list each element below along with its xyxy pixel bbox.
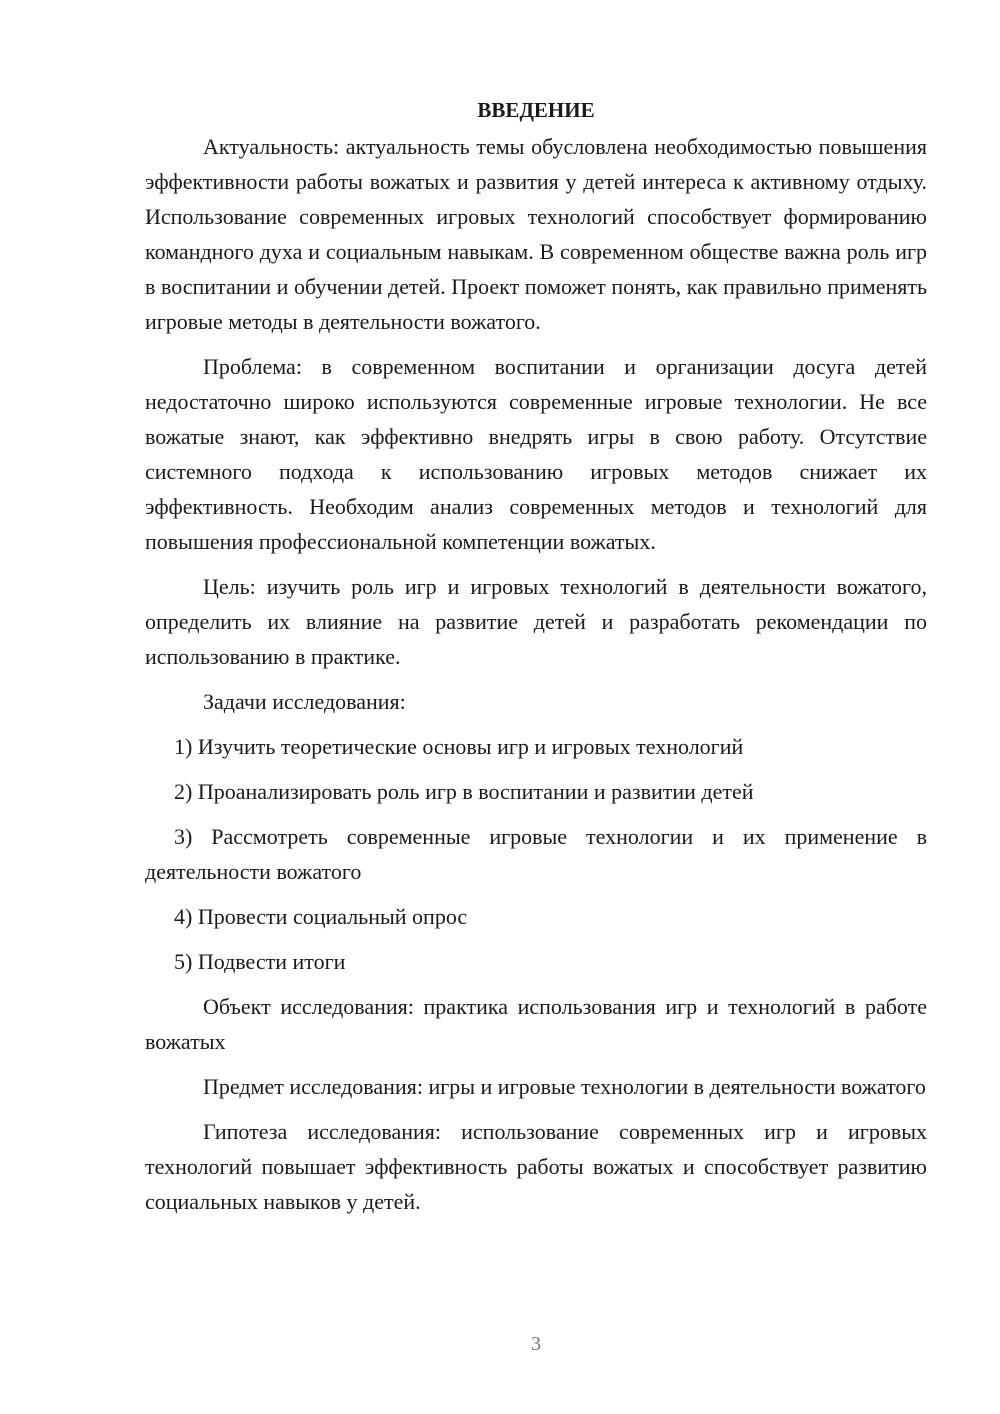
goal-paragraph: Цель: изучить роль игр и игровых технологий в деятельности вожатого, определить их влияние на развитие детей и разработать рекомендации по использованию в практике. [145,574,927,669]
relevance-paragraph: Актуальность: актуальность темы обусловлена необходимостью повышения эффективности работы вожатых и развития у детей интереса к активному отдыху. Использование современных игровых технологий способствует формированию командного духа и социальным навыкам. В современном обществе важна роль игр в воспитании и обучении детей. Проект поможет понять, как правильно применять игровые методы в деятельности вожатого. [145,134,927,334]
problem-paragraph: Проблема: в современном воспитании и организации досуга детей недостаточно широко используются современные игровые технологии. Не все вожатые знают, как эффективно внедрять игры в свою работу. Отсутствие системного подхода к использованию игровых методов снижает их эффективность. Необходим анализ современных методов и технологий для повышения профессиональной компетенции вожатых. [145,354,927,554]
tasks-heading: Задачи исследования: [203,689,406,714]
hypothesis-paragraph: Гипотеза исследования: использование современных игр и игровых технологий повышает эффективность работы вожатых и способствует развитию социальных навыков у детей. [145,1119,927,1214]
object-paragraph: Объект исследования: практика использования игр и технологий в работе вожатых [145,994,927,1054]
page-title: ВВЕДЕНИЕ [477,98,595,122]
task-item: 1) Изучить теоретические основы игр и игровых технологий [174,734,744,759]
task-item: 3) Рассмотреть современные игровые технологии и их применение в деятельности вожатого [145,824,927,884]
task-item: 5) Подвести итоги [174,949,346,974]
page-number: 3 [531,1333,541,1355]
task-item: 2) Проанализировать роль игр в воспитании и развитии детей [174,779,754,804]
subject-paragraph: Предмет исследования: игры и игровые технологии в деятельности вожатого [203,1074,926,1099]
document-page [145,95,927,1229]
task-item: 4) Провести социальный опрос [174,904,468,929]
